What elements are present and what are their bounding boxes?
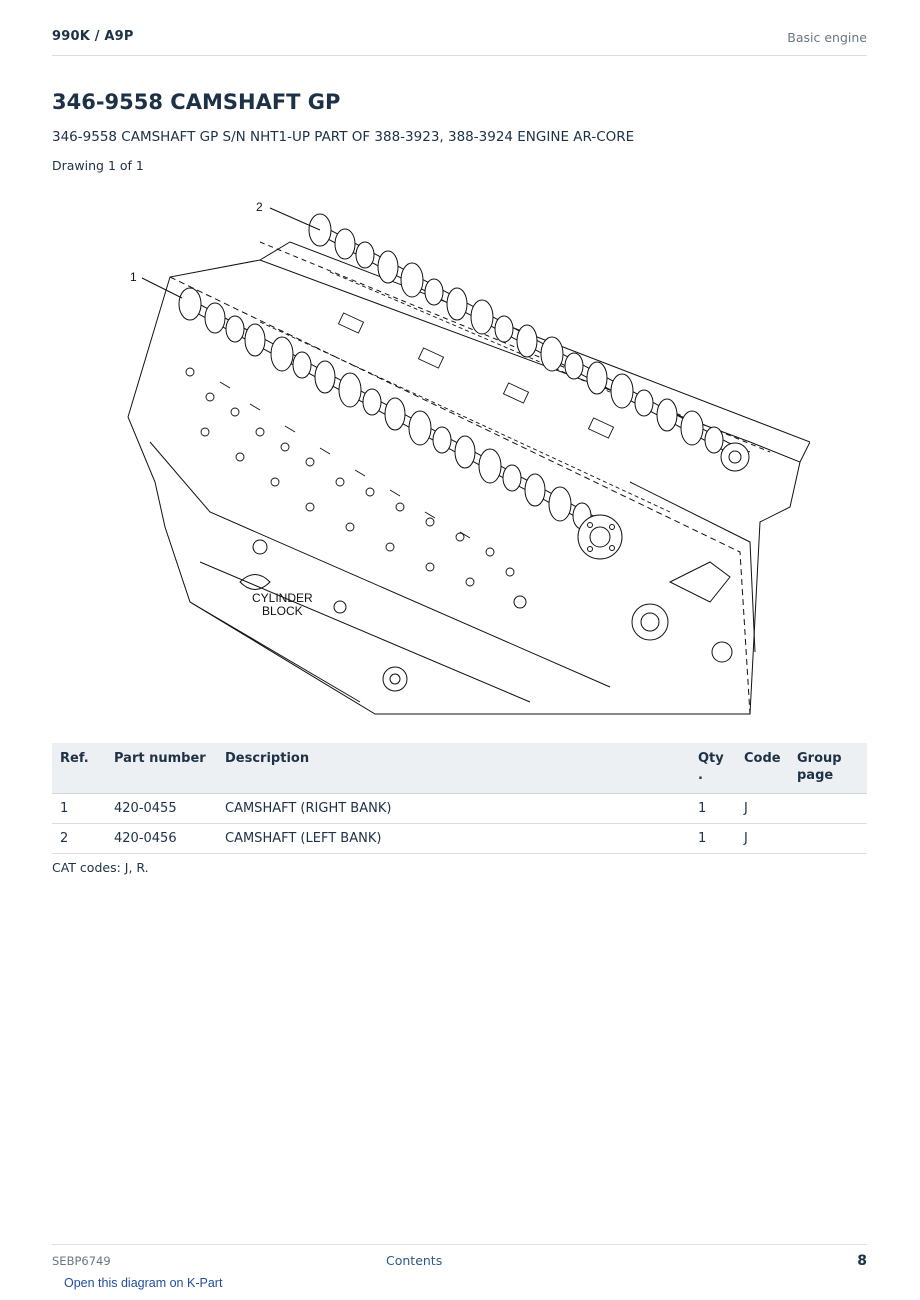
cat-codes-note: CAT codes: J, R. <box>52 860 149 875</box>
cylinder-block-label-line1: CYLINDER <box>252 591 313 605</box>
parts-table <box>52 743 867 854</box>
row-group-page <box>789 794 867 824</box>
page-subtitle: 346-9558 CAMSHAFT GP S/N NHT1-UP PART OF 388-3923, 388-3924 ENGINE AR-CORE <box>52 129 635 145</box>
row-qty: 1 <box>690 824 736 854</box>
row-part-number: 420-0455 <box>106 794 217 824</box>
row-ref: 2 <box>52 824 106 854</box>
drawing-count: Drawing 1 of 1 <box>52 158 144 173</box>
camshaft-right-bank <box>179 288 622 559</box>
header-group-page: Group page <box>789 743 867 794</box>
header-ref: Ref. <box>52 743 106 794</box>
row-description: CAMSHAFT (RIGHT BANK) <box>217 794 690 824</box>
camshaft-left-bank <box>309 214 749 471</box>
contents-link[interactable]: Contents <box>386 1253 443 1268</box>
row-code: J <box>736 824 789 854</box>
section-name: Basic engine <box>787 30 867 45</box>
open-kpart-link[interactable]: Open this diagram on K-Part <box>64 1276 223 1290</box>
page-footer <box>52 1244 867 1275</box>
model-breadcrumb: 990K / A9P <box>52 29 134 44</box>
row-description: CAMSHAFT (LEFT BANK) <box>217 824 690 854</box>
table-row <box>52 824 867 854</box>
row-code: J <box>736 794 789 824</box>
page-number: 8 <box>857 1253 867 1269</box>
page-title: 346-9558 CAMSHAFT GP <box>52 90 341 114</box>
callout-2: 2 <box>256 200 263 214</box>
table-header-row <box>52 743 867 794</box>
row-qty: 1 <box>690 794 736 824</box>
header-code: Code <box>736 743 789 794</box>
row-ref: 1 <box>52 794 106 824</box>
document-id: SEBP6749 <box>52 1254 111 1268</box>
table-row <box>52 794 867 824</box>
row-part-number: 420-0456 <box>106 824 217 854</box>
row-group-page <box>789 824 867 854</box>
cylinder-block-label-line2: BLOCK <box>262 604 303 618</box>
header-part-number: Part number <box>106 743 217 794</box>
header-description: Description <box>217 743 690 794</box>
camshaft-diagram <box>110 182 810 718</box>
header-qty: Qty . <box>690 743 736 794</box>
page-header <box>52 28 867 56</box>
callout-1: 1 <box>130 270 137 284</box>
